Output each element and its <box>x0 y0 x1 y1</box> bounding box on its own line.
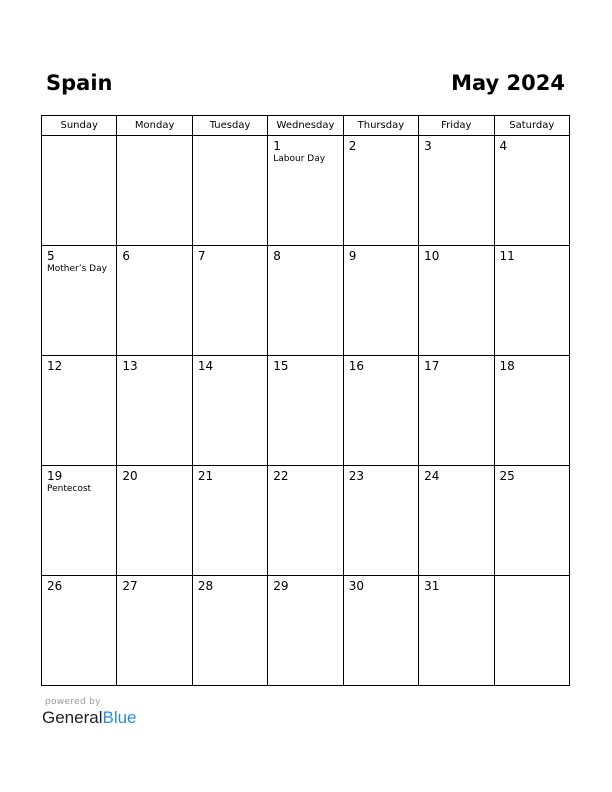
month-year-title: May 2024 <box>451 71 565 95</box>
weekday-saturday: Saturday <box>494 116 569 136</box>
holiday-label: Labour Day <box>273 154 326 164</box>
day-number: 21 <box>197 469 214 483</box>
day-cell <box>343 466 418 576</box>
day-number: 4 <box>499 139 508 153</box>
day-number: 6 <box>122 249 131 263</box>
day-cell <box>42 356 117 466</box>
day-number: 10 <box>424 249 440 263</box>
day-cell <box>494 246 569 356</box>
day-cell <box>343 246 418 356</box>
day-cell <box>192 246 267 356</box>
day-number: 24 <box>424 469 440 483</box>
day-cell <box>117 136 192 246</box>
day-number: 28 <box>197 579 214 593</box>
day-cell <box>42 136 117 246</box>
holiday-label: Pentecost <box>47 484 92 494</box>
day-cell <box>343 136 418 246</box>
day-cell <box>268 576 343 686</box>
day-cell <box>494 576 569 686</box>
day-number: 8 <box>273 249 281 263</box>
day-cell <box>117 356 192 466</box>
day-number: 14 <box>197 359 214 373</box>
generalblue-logo[interactable] <box>42 708 137 728</box>
day-number: 29 <box>273 579 289 593</box>
day-cell <box>117 576 192 686</box>
weekday-sunday: Sunday <box>42 116 117 136</box>
day-number: 17 <box>424 359 440 373</box>
day-number: 11 <box>499 249 515 263</box>
day-cell <box>192 136 267 246</box>
week-row <box>42 356 570 466</box>
day-number: 30 <box>348 579 364 593</box>
day-cell <box>42 246 117 356</box>
day-cell <box>117 466 192 576</box>
day-number: 27 <box>122 579 138 593</box>
day-cell <box>343 356 418 466</box>
day-cell <box>192 576 267 686</box>
weekday-header-row <box>42 116 570 136</box>
day-number: 26 <box>47 579 63 593</box>
day-number: 31 <box>424 579 440 593</box>
day-cell <box>494 136 569 246</box>
brand-part-general: General <box>42 708 103 727</box>
day-cell <box>419 356 494 466</box>
day-number: 16 <box>348 359 364 373</box>
day-cell <box>419 136 494 246</box>
powered-by-text: powered by <box>45 697 101 707</box>
day-number: 13 <box>122 359 138 373</box>
day-cell <box>419 576 494 686</box>
weekday-tuesday: Tuesday <box>192 116 267 136</box>
day-cell <box>42 576 117 686</box>
day-number: 5 <box>47 249 55 263</box>
day-cell <box>192 356 267 466</box>
week-row <box>42 576 570 686</box>
day-cell <box>192 466 267 576</box>
weekday-monday: Monday <box>117 116 192 136</box>
day-cell <box>268 136 343 246</box>
weekday-thursday: Thursday <box>343 116 418 136</box>
day-cell <box>419 246 494 356</box>
day-number: 22 <box>273 469 289 483</box>
day-cell <box>268 466 343 576</box>
day-number: 1 <box>273 139 281 153</box>
week-row <box>42 136 570 246</box>
brand-part-blue: Blue <box>102 708 137 727</box>
day-cell <box>494 466 569 576</box>
day-number: 12 <box>47 359 63 373</box>
day-number: 7 <box>197 249 206 263</box>
day-number: 15 <box>273 359 289 373</box>
day-number: 23 <box>348 469 364 483</box>
day-number: 2 <box>348 139 357 153</box>
weekday-wednesday: Wednesday <box>268 116 343 136</box>
weekday-friday: Friday <box>419 116 494 136</box>
day-number: 3 <box>424 139 432 153</box>
day-cell <box>494 356 569 466</box>
day-cell <box>42 466 117 576</box>
day-cell <box>117 246 192 356</box>
day-number: 19 <box>47 469 63 483</box>
day-cell <box>268 246 343 356</box>
week-row <box>42 246 570 356</box>
week-row <box>42 466 570 576</box>
day-cell <box>419 466 494 576</box>
day-number: 9 <box>348 249 357 263</box>
day-cell <box>343 576 418 686</box>
country-title: Spain <box>46 71 113 95</box>
day-cell <box>268 356 343 466</box>
day-number: 25 <box>499 469 515 483</box>
day-number: 20 <box>122 469 138 483</box>
day-number: 18 <box>499 359 515 373</box>
holiday-label: Mother’s Day <box>47 264 107 274</box>
calendar-grid <box>41 115 570 686</box>
